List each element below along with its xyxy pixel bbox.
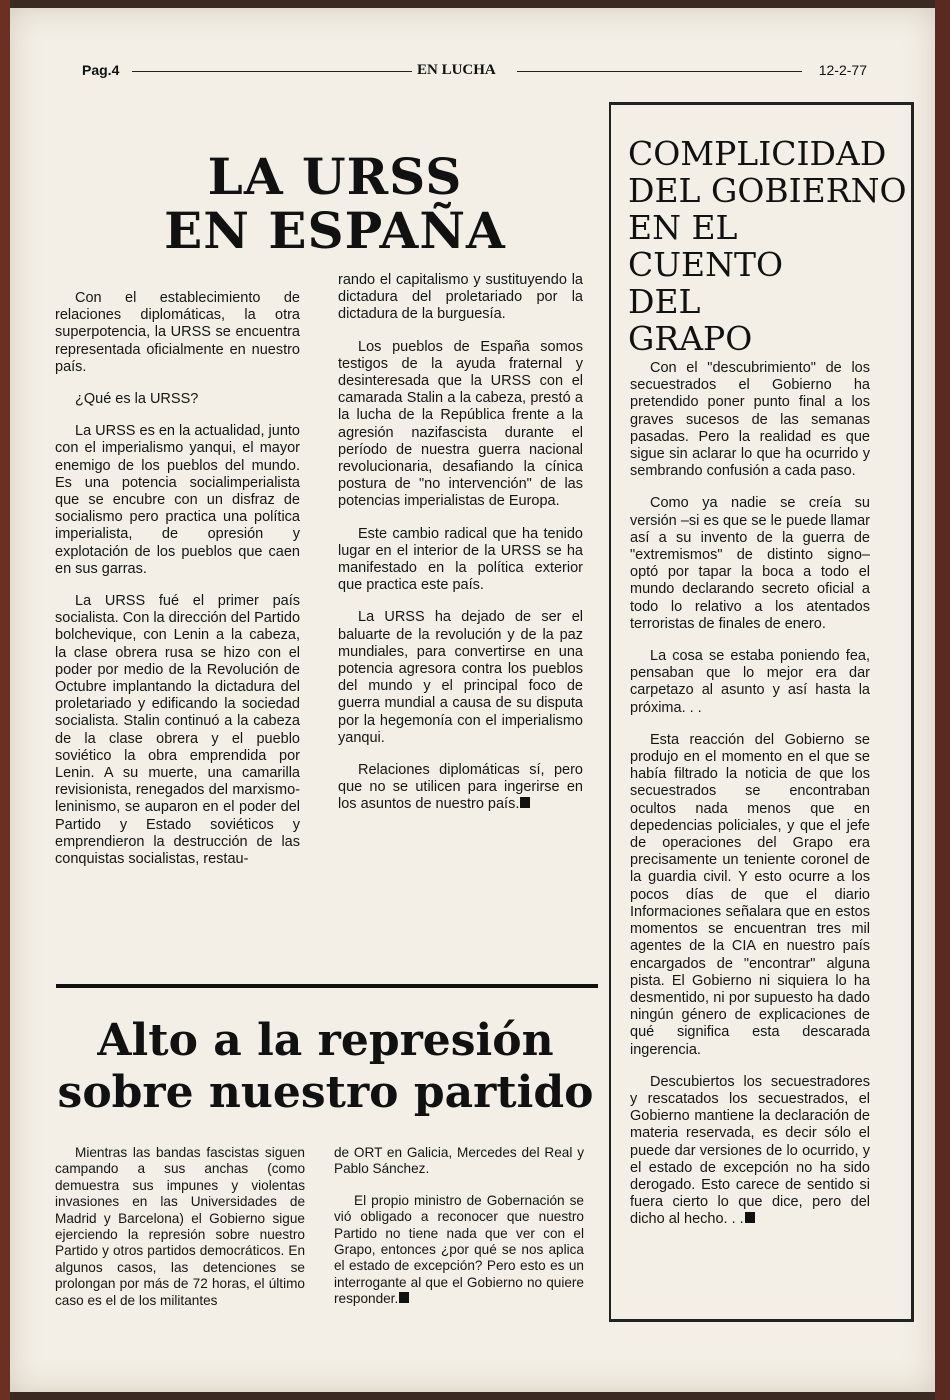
grapo-closing-text: Descubiertos los secuestradores y rescatados los secuestrados, el Gobierno mantiene la declaración de materia reservada, es decir sólo el puede dar versiones de lo ocurrido, y el estado de excepción no ha sido derogado. Esto carece de sentido si fuera cierto lo que dice, pero del dicho al hecho. . . — [630, 1073, 870, 1228]
issue-date: 12-2-77 — [818, 62, 867, 78]
represion-headline — [48, 1015, 603, 1119]
urss-paragraph: Con el establecimiento de relaciones diplomáticas, la otra superpotencia, la URSS se encuentra representada oficialmente en nuestro país. — [55, 290, 300, 375]
grapo-column — [630, 360, 870, 1244]
represion-paragraph: Mientras las bandas fascistas siguen campando a sus anchas (como demuestra sus impunes y violentas invasiones en las Universidades de Madrid y Barcelona) el Gobierno sigue ejerciendo la represión sobre nuestro Partido y otros partidos democráticos. En algunos casos, las detenciones se prolongan por más de 72 horas, el último caso es el de los militantes — [55, 1145, 305, 1308]
page-edge — [935, 0, 950, 1400]
section-divider — [56, 984, 598, 988]
represion-paragraph-last — [334, 1193, 584, 1308]
publication-title: EN LUCHA — [417, 62, 496, 78]
represion-headline-line2: sobre nuestro partido — [57, 1067, 594, 1118]
grapo-headline-line2: DEL GOBIERNO — [628, 171, 907, 210]
grapo-headline-line3: EN EL — [628, 208, 738, 247]
grapo-paragraph-last — [630, 1074, 870, 1229]
represion-closing-text: El propio ministro de Gobernación se vió obligado a reconocer que nuestro Partido no tiene nada que ver con el Grapo, entonces ¿por qué se nos aplica el estado de excepción? Pero esto es un interrogante al que el Gobierno no quiere responder. — [334, 1192, 584, 1307]
binding-strip — [0, 0, 10, 1400]
represion-paragraph: de ORT en Galicia, Mercedes del Real y Pablo Sánchez. — [334, 1145, 584, 1177]
header-rule-left — [132, 71, 412, 72]
grapo-headline-line4: CUENTO — [628, 245, 784, 284]
urss-headline-line1: LA URSS — [207, 147, 463, 206]
grapo-paragraph: Con el "descubrimiento" de los secuestrados el Gobierno ha pretendido poner punto final a los graves sucesos de las semanas pasadas. Pero la realidad es que sigue sin aclarar lo que ha ocurrido y sembrando confusión a cada paso. — [630, 360, 870, 480]
urss-headline — [130, 147, 540, 260]
urss-paragraph: rando el capitalismo y sustituyendo la dictadura del proletariado por la dictadura de la burguesía. — [338, 272, 583, 323]
urss-paragraph: La URSS es en la actualidad, junto con el imperialismo yanqui, el mayor enemigo de los pueblos del mundo. Es una potencia socialimperialista que se encubre con un disfraz de socialismo pero practica una política imperialista, de opresión y explotación de los pueblos que caen en sus garras. — [55, 423, 300, 577]
urss-column-2 — [338, 272, 583, 829]
page-header — [72, 62, 867, 82]
urss-paragraph: La URSS fué el primer país socialista. Con la dirección del Partido bolchevique, con Lenin a la cabeza, la clase obrera rusa se hizo con el poder por medio de la Revolución de Octubre implantando la dictadura del proletariado y edificando la sociedad socialista. Stalin continuó a la cabeza de la clase obrera y el pueblo soviético la obra emprendida por Lenin. A su muerte, una camarilla revisionista, renegados del marxismo-leninismo, se auparon en el poder del Partido y Estado soviéticos y emprendieron la destrucción de las conquistas socialistas, restau- — [55, 593, 301, 868]
grapo-headline-line1: COMPLICIDAD — [628, 134, 887, 173]
urss-column-1 — [55, 290, 300, 883]
urss-question: ¿Qué es la URSS? — [75, 391, 199, 408]
urss-paragraph: Este cambio radical que ha tenido lugar en el interior de la URSS se ha manifestado en la política exterior que practica este país. — [338, 525, 583, 594]
grapo-headline-line5: DEL — [628, 282, 701, 321]
grapo-headline — [628, 135, 913, 357]
end-mark-icon — [745, 1212, 755, 1223]
represion-headline-line1: Alto a la represión — [97, 1015, 554, 1066]
urss-paragraph: Los pueblos de España somos testigos de la ayuda fraternal y desinteresada que la URSS con el camarada Stalin a la cabeza, prestó a la lucha de la República frente a la agresión nazifascista durante el período de nuestra guerra nacional revolucionaria, desafiando la cínica postura de "no intervención" de las potencias imperialistas de Europa. — [338, 338, 583, 510]
grapo-headline-line6: GRAPO — [628, 319, 753, 358]
grapo-paragraph: La cosa se estaba poniendo fea, pensaban que lo mejor era dar carpetazo al asunto y así hasta la próxima. . . — [630, 648, 870, 716]
page-number: Pag.4 — [82, 62, 120, 78]
urss-closing-text: Relaciones diplomáticas sí, pero que no se utilicen para ingerirse en los asuntos de nuestro país. — [338, 762, 583, 813]
end-mark-icon — [399, 1292, 409, 1303]
grapo-paragraph: Como ya nadie se creía su versión –si es que se le puede llamar así a su invento de la guerra de "extremismos" de distinto signo– optó por tapar la boca a todo el mundo declarando secreto oficial a todo lo relativo a los atentados terroristas de finales de enero. — [630, 495, 870, 632]
urss-paragraph-last — [338, 762, 583, 814]
end-mark-icon — [520, 797, 530, 808]
header-rule-right — [517, 71, 802, 72]
represion-column-2 — [334, 1145, 584, 1323]
represion-column-1 — [55, 1145, 305, 1324]
grapo-paragraph: Esta reacción del Gobierno se produjo en el momento en el que se había filtrado la noticia de que los secuestrados se encontraban ocultos nada menos que en depedencias policiales, y que el jefe de operaciones del Grapo era precisamente un teniente coronel de la guardia civil. Y esto ocurre a los pocos días de que el diario Informaciones señalara que en estos momentos se encuentran tres mil agentes de la CIA en nuestro país encargados de "encontrar" alguna pista. El Gobierno ni siquiera lo ha desmentido, ni por supuesto ha dado ningún género de explicaciones de qué significa esta descarada ingerencia. — [630, 731, 870, 1058]
urss-paragraph: La URSS ha dejado de ser el baluarte de la revolución y de la paz mundiales, para convertirse en una potencia agresora contra los pueblos del mundo y el principal foco de guerra mundial a causa de su disputa por la hegemonía con el imperialismo yanqui. — [338, 609, 583, 746]
urss-headline-line2: EN ESPAÑA — [164, 201, 506, 260]
